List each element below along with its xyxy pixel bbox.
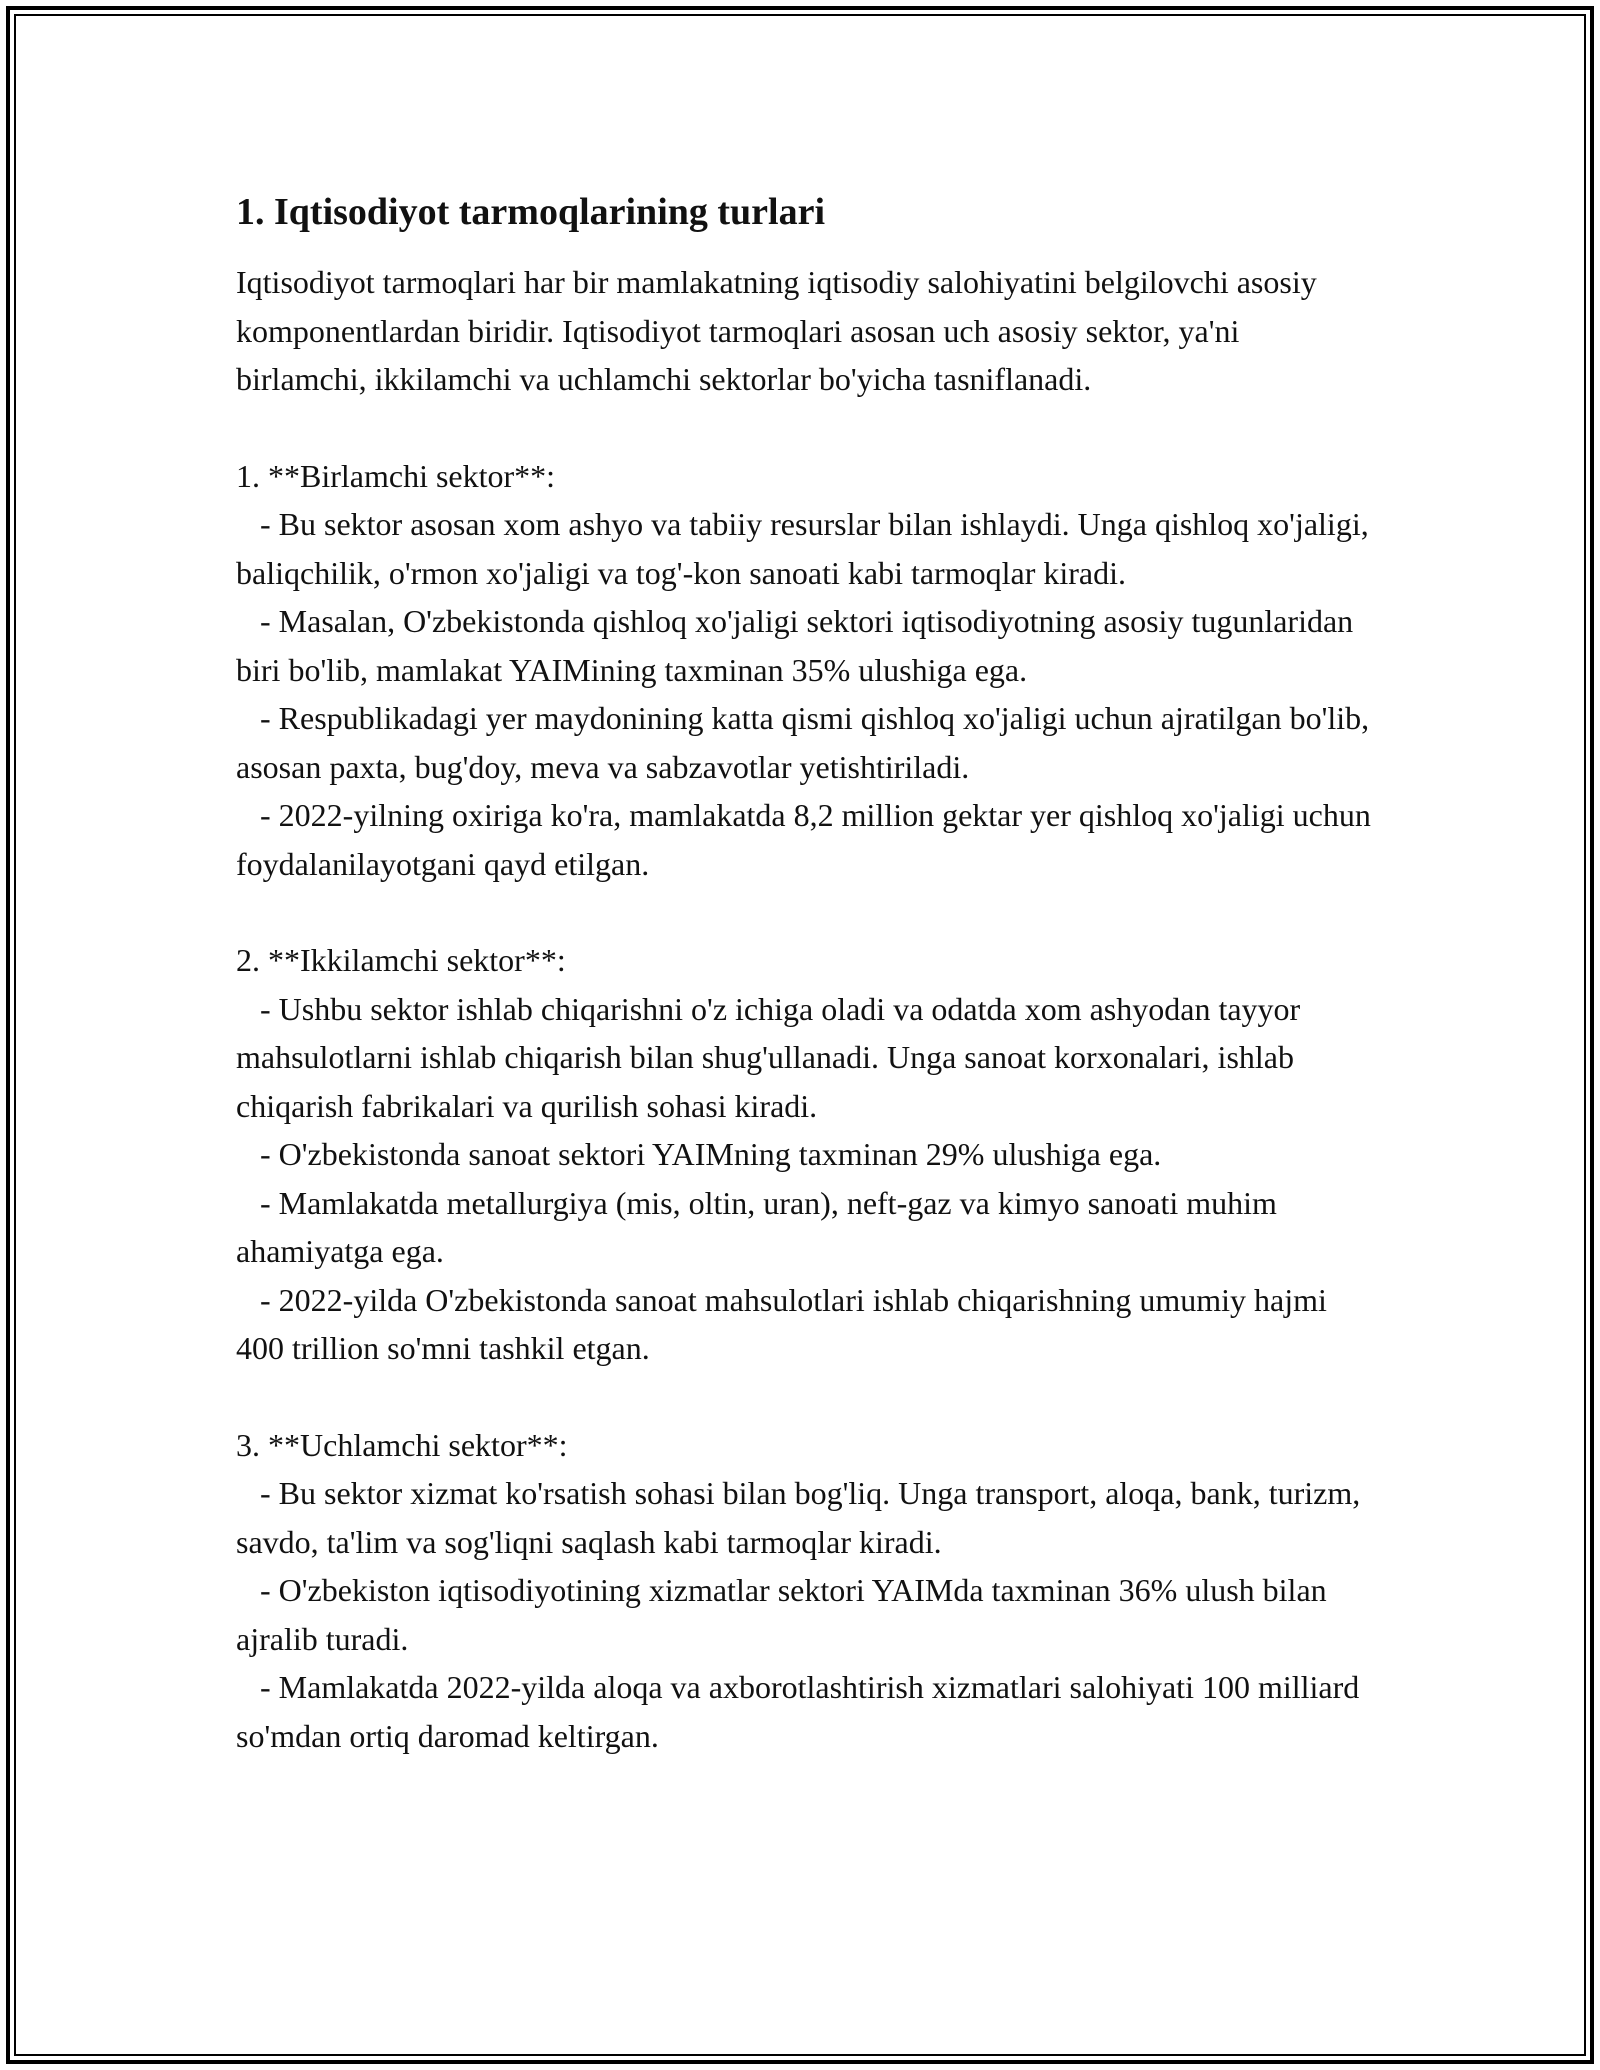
intro-paragraph: Iqtisodiyot tarmoqlari har bir mamlakatning iqtisodiy salohiyatini belgilovchi asosiy komponentlardan biridir. Iqtisodiyot tarmoqlari asosan uch asosiy sektor, ya'ni birlamchi, ikkilamchi va uchlamchi sektorlar bo'yicha tasniflanadi.: [236, 264, 1317, 397]
bullet-item: - 2022-yilning oxiriga ko'ra, mamlakatda 8,2 million gektar yer qishloq xo'jaligi uchun foydalanilayotgani qayd etilgan.: [236, 797, 1379, 882]
bullet-item: - Ushbu sektor ishlab chiqarishni o'z ichiga oladi va odatda xom ashyodan tayyor mahsulotlarni ishlab chiqarish bilan shug'ullanadi. Unga sanoat korxonalari, ishlab chiqarish fabrikalari va qurilish sohasi kiradi.: [236, 990, 1309, 1124]
section-title: 3. **Uchlamchi sektor**:: [236, 1426, 568, 1463]
bullet-item: - 2022-yilda O'zbekistonda sanoat mahsulotlari ishlab chiqarishning umumiy hajmi 400 trillion so'mni tashkil etgan.: [236, 1281, 1335, 1366]
document-heading: 1. Iqtisodiyot tarmoqlarining turlari: [236, 191, 826, 233]
bullet-item: - Respublikadagi yer maydonining katta qismi qishloq xo'jaligi uchun ajratilgan bo'lib, asosan paxta, bug'doy, meva va sabzavotlar yetishtiriladi.: [236, 700, 1378, 785]
bullet-item: - Bu sektor asosan xom ashyo va tabiiy resurslar bilan ishlaydi. Unga qishloq xo'jaligi, baliqchilik, o'rmon xo'jaligi va tog'-kon sanoati kabi tarmoqlar kiradi.: [236, 506, 1377, 591]
section-title: 2. **Ikkilamchi sektor**:: [236, 942, 566, 978]
section-tertiary: [236, 1421, 1376, 1761]
bullet-item: - Mamlakatda metallurgiya (mis, oltin, uran), neft-gaz va kimyo sanoati muhim ahamiyatga ega.: [236, 1184, 1285, 1269]
section-title: 1. **Birlamchi sektor**:: [236, 457, 556, 494]
section-secondary: [236, 936, 1376, 1373]
bullet-item: - O'zbekiston iqtisodiyotining xizmatlar sektori YAIMda taxminan 36% ulush bilan ajralib turadi.: [236, 1572, 1335, 1657]
section-primary: [236, 452, 1379, 889]
bullet-item: - O'zbekistonda sanoat sektori YAIMning taxminan 29% ulushiga ega.: [236, 1136, 1162, 1172]
bullet-item: - Bu sektor xizmat ko'rsatish sohasi bilan bog'liq. Unga transport, aloqa, bank, turizm, savdo, ta'lim va sog'liqni saqlash kabi tarmoqlar kiradi.: [236, 1475, 1369, 1560]
bullet-item: - Masalan, O'zbekistonda qishloq xo'jaligi sektori iqtisodiyotning asosiy tugunlaridan biri bo'lib, mamlakat YAIMining taxminan 35% ulushiga ega.: [236, 603, 1362, 688]
document-body: [236, 186, 1379, 1808]
bullet-item: - Mamlakatda 2022-yilda aloqa va axborotlashtirish xizmatlari salohiyati 100 milliard so'mdan ortiq daromad keltirgan.: [236, 1669, 1368, 1754]
